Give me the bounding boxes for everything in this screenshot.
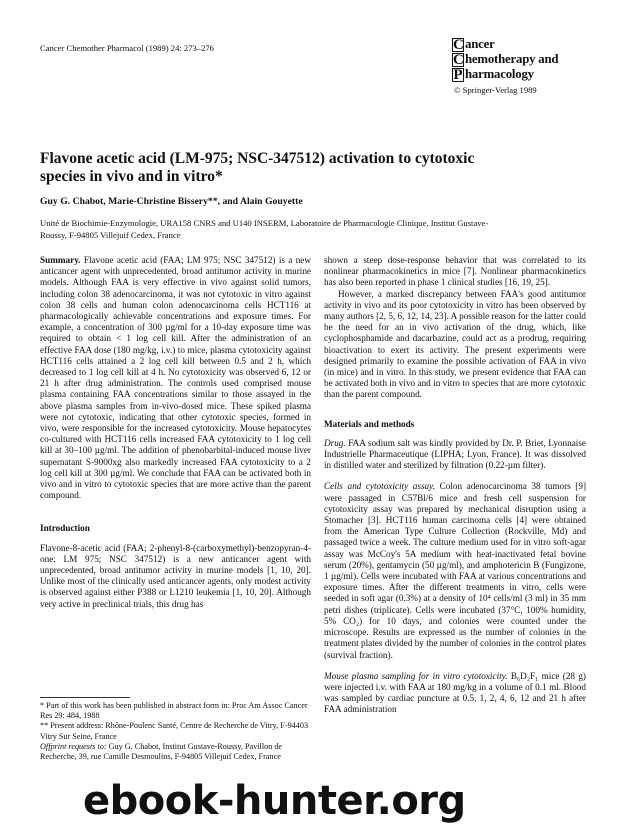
mouse-paragraph [324,671,586,716]
article-authors: Guy G. Chabot, Marie-Christine Bissery**, and Alain Gouyette [40,196,303,207]
logo-letter: C [453,36,464,53]
logo-letter: C [453,51,464,68]
footnotes [40,701,311,762]
drug-label: Drug. [324,437,346,448]
cells-text: Colon adenocarcinoma 38 tumors [9] were passaged in C57Bl/6 mice and fresh cell suspension for cytotoxicity assay was prepared by mechanical disruption using a Stomacher [3]. HCT116 human carcinoma cells [4] were obtained from the American Type Culture Collection (Rockville, Md) and passaged twice a week. The culture medium used for in vitro soft-agar assay was McCoy's 5A medium with heat-inactivated fetal bovine serum (20%), gentamycin (50 µg/ml), and amphotericin B (Fungizone, 1 µg/ml). Cells were incubated with FAA at various concentrations and exposure times. After the different treatments in vitro, cells were seeded in soft agar (0.3%) at a density of 10⁴ cells/ml (3 ml) in 35 mm petri dishes (triplicate). Cells were incubated (37°C, 100% humidity, 5% CO₂) for 10 days, and colonies were counted under the microscope. Results are expressed as the number of colonies in the treatment plates divided by the number of colonies in the control plates (survival fraction). [324,481,587,660]
drug-text: FAA sodium salt was kindly provided by Dr. P. Briet, Lyonnaise Industrielle Pharmaceutique (LIPHA; Lyon, France). It was dissolved in distilled water and sterilized by filtration (0.22-µm filter). [324,437,586,471]
summary-paragraph [40,255,311,501]
drug-paragraph [324,438,586,472]
introduction-text: Flavone-8-acetic acid (FAA; 2-phenyl-8-(carboxymethyl)-benzopyran-4-one; LM 975; NSC 347512) is a new anticancer agent with unprecedented, broad antitumor activity in murine models [1, 10, 20]. Unlike most of the clinically used anticancer agents, only modest activity is observed against either P388 or L1210 leukemia [1, 10, 20]. Although very active in preclinical trials, this drug has [40,542,311,609]
introduction-heading: Introduction [40,523,90,534]
mouse-label: Mouse plasma sampling for in vitro cytotoxicity. [324,670,508,681]
left-column [40,255,311,610]
logo-letter: P [453,66,463,83]
summary-text: Flavone acetic acid (FAA; LM 975; NSC 347512) is a new anticancer agent with unprecedented, broad antitumor activity in murine models. Although FAA is very effective in vivo against solid tumors, including colon 38 adenocarcinoma, it was not cytotoxic in vitro against colon 38 cells and human colon adenocarcinoma cells HCT116 at pharmacologically achievable concentrations and exposure times. For example, a concentration of 300 µg/ml for a 10-day exposure time was required to obtain < 1 log cell kill. After the administration of an effective FAA dose (180 mg/kg, i.v.) to mice, plasma cytotoxicity against HCT116 cells attained a 2 log cell kill between 0.5 and 2 h, which decreased to 1 log cell kill at 4 h. No cytotoxicity was observed 6, 12 or 21 h after drug administration. The controls used comprised mouse plasma containing FAA concentrations similar to those assayed in the above plasma samples from in-vivo-dosed mice. These spiked plasma were not cytotoxic, indicating that other cytotoxic species, formed in vivo, were responsible for the increased cytotoxicity. Mouse hepatocytes co-cultured with HCT116 cells increased FAA cytotoxicity to 1 log cell kill at 30–100 µg/ml. The addition of phenobarbital-induced mouse liver supernatant S-9000xg also markedly increased FAA cytotoxicity to a 2 log cell kill at 300 µg/ml. We conclude that FAA can be activated both in vivo and in vitro to cytotoxic species that are more active than the parent compound. [40,255,311,501]
article-affiliation: Unité de Biochimie-Enzymologie, URA158 CNRS and U140 INSERM, Laboratoire de Pharmacologie Clinique, Institut Gustave-Roussy, F-94805 Villejuif Cedex, France [40,218,489,240]
mouse-text: B₆D₂F₁ mice (28 g) were injected i.v. with FAA at 180 mg/kg in a volume of 0.1 ml. Blood was sampled by cardiac puncture at 0.5, 1, 2, 4, 6, 12 and 21 h after FAA administration [324,670,586,715]
right-column [324,255,586,716]
offprint-label: Offprint requests to: [40,741,107,751]
col2-paragraph-2: However, a marked discrepancy between FAA's good antitumor activity in vivo and its poor cytotoxicity in vitro has been observed by many authors [2, 5, 6, 12, 14, 23]. A possible reason for the latter could be the need for an in vivo activation of the drug, which, like cyclophosphamide and dacarbazine, could act as a prodrug, requiring bioactivation to exert its activity. The present experiments were designed primarily to examine the possible activation of FAA in vivo (in mice) and in vitro. In this study, we present evidence that FAA can be activated both in vivo and in vitro to species that are more cytotoxic than the parent compound. [324,288,586,400]
methods-heading: Materials and methods [324,418,415,429]
logo-word: hemotherapy and [465,52,559,66]
cells-label: Cells and cytotoxicity assay. [324,481,435,492]
journal-logo [452,37,602,95]
watermark: ebook-hunter.org [83,778,466,824]
journal-citation: Cancer Chemother Pharmacol (1989) 24: 273–276 [40,43,214,53]
offprint-text: Guy G. Chabot, Institut Gustave-Roussy, Pavillon de Recherche, 39, rue Camille Desmoulins, F-94805 Villejuif Cedex, France [40,741,283,762]
logo-word: ancer [465,37,495,51]
footnote-3 [40,742,311,762]
footnote-1: * Part of this work has been published in abstract form in: Proc Am Assoc Cancer Res 29: 484, 1988 [40,701,308,721]
col2-paragraph-1: shown a steep dose-response behavior that was correlated to its nonlinear pharmacokinetics in mice [7]. Nonlinear pharmacokinetics has also been reported in phase 1 clinical studies [16, 19, 25]. [324,255,586,288]
cells-paragraph [324,481,586,660]
footnote-rule [40,697,130,698]
summary-label: Summary. [40,255,81,265]
footnote-2: ** Present address: Rhône-Poulenc Santé, Centre de Recherche de Vitry, F-94403 Vitry Sur Seine, France [40,721,309,741]
logo-word: harmacology [465,67,534,81]
copyright: © Springer-Verlag 1989 [454,85,537,95]
article-title: Flavone acetic acid (LM-975; NSC-347512) activation to cytotoxic species in vivo and in vitro* [40,150,475,185]
